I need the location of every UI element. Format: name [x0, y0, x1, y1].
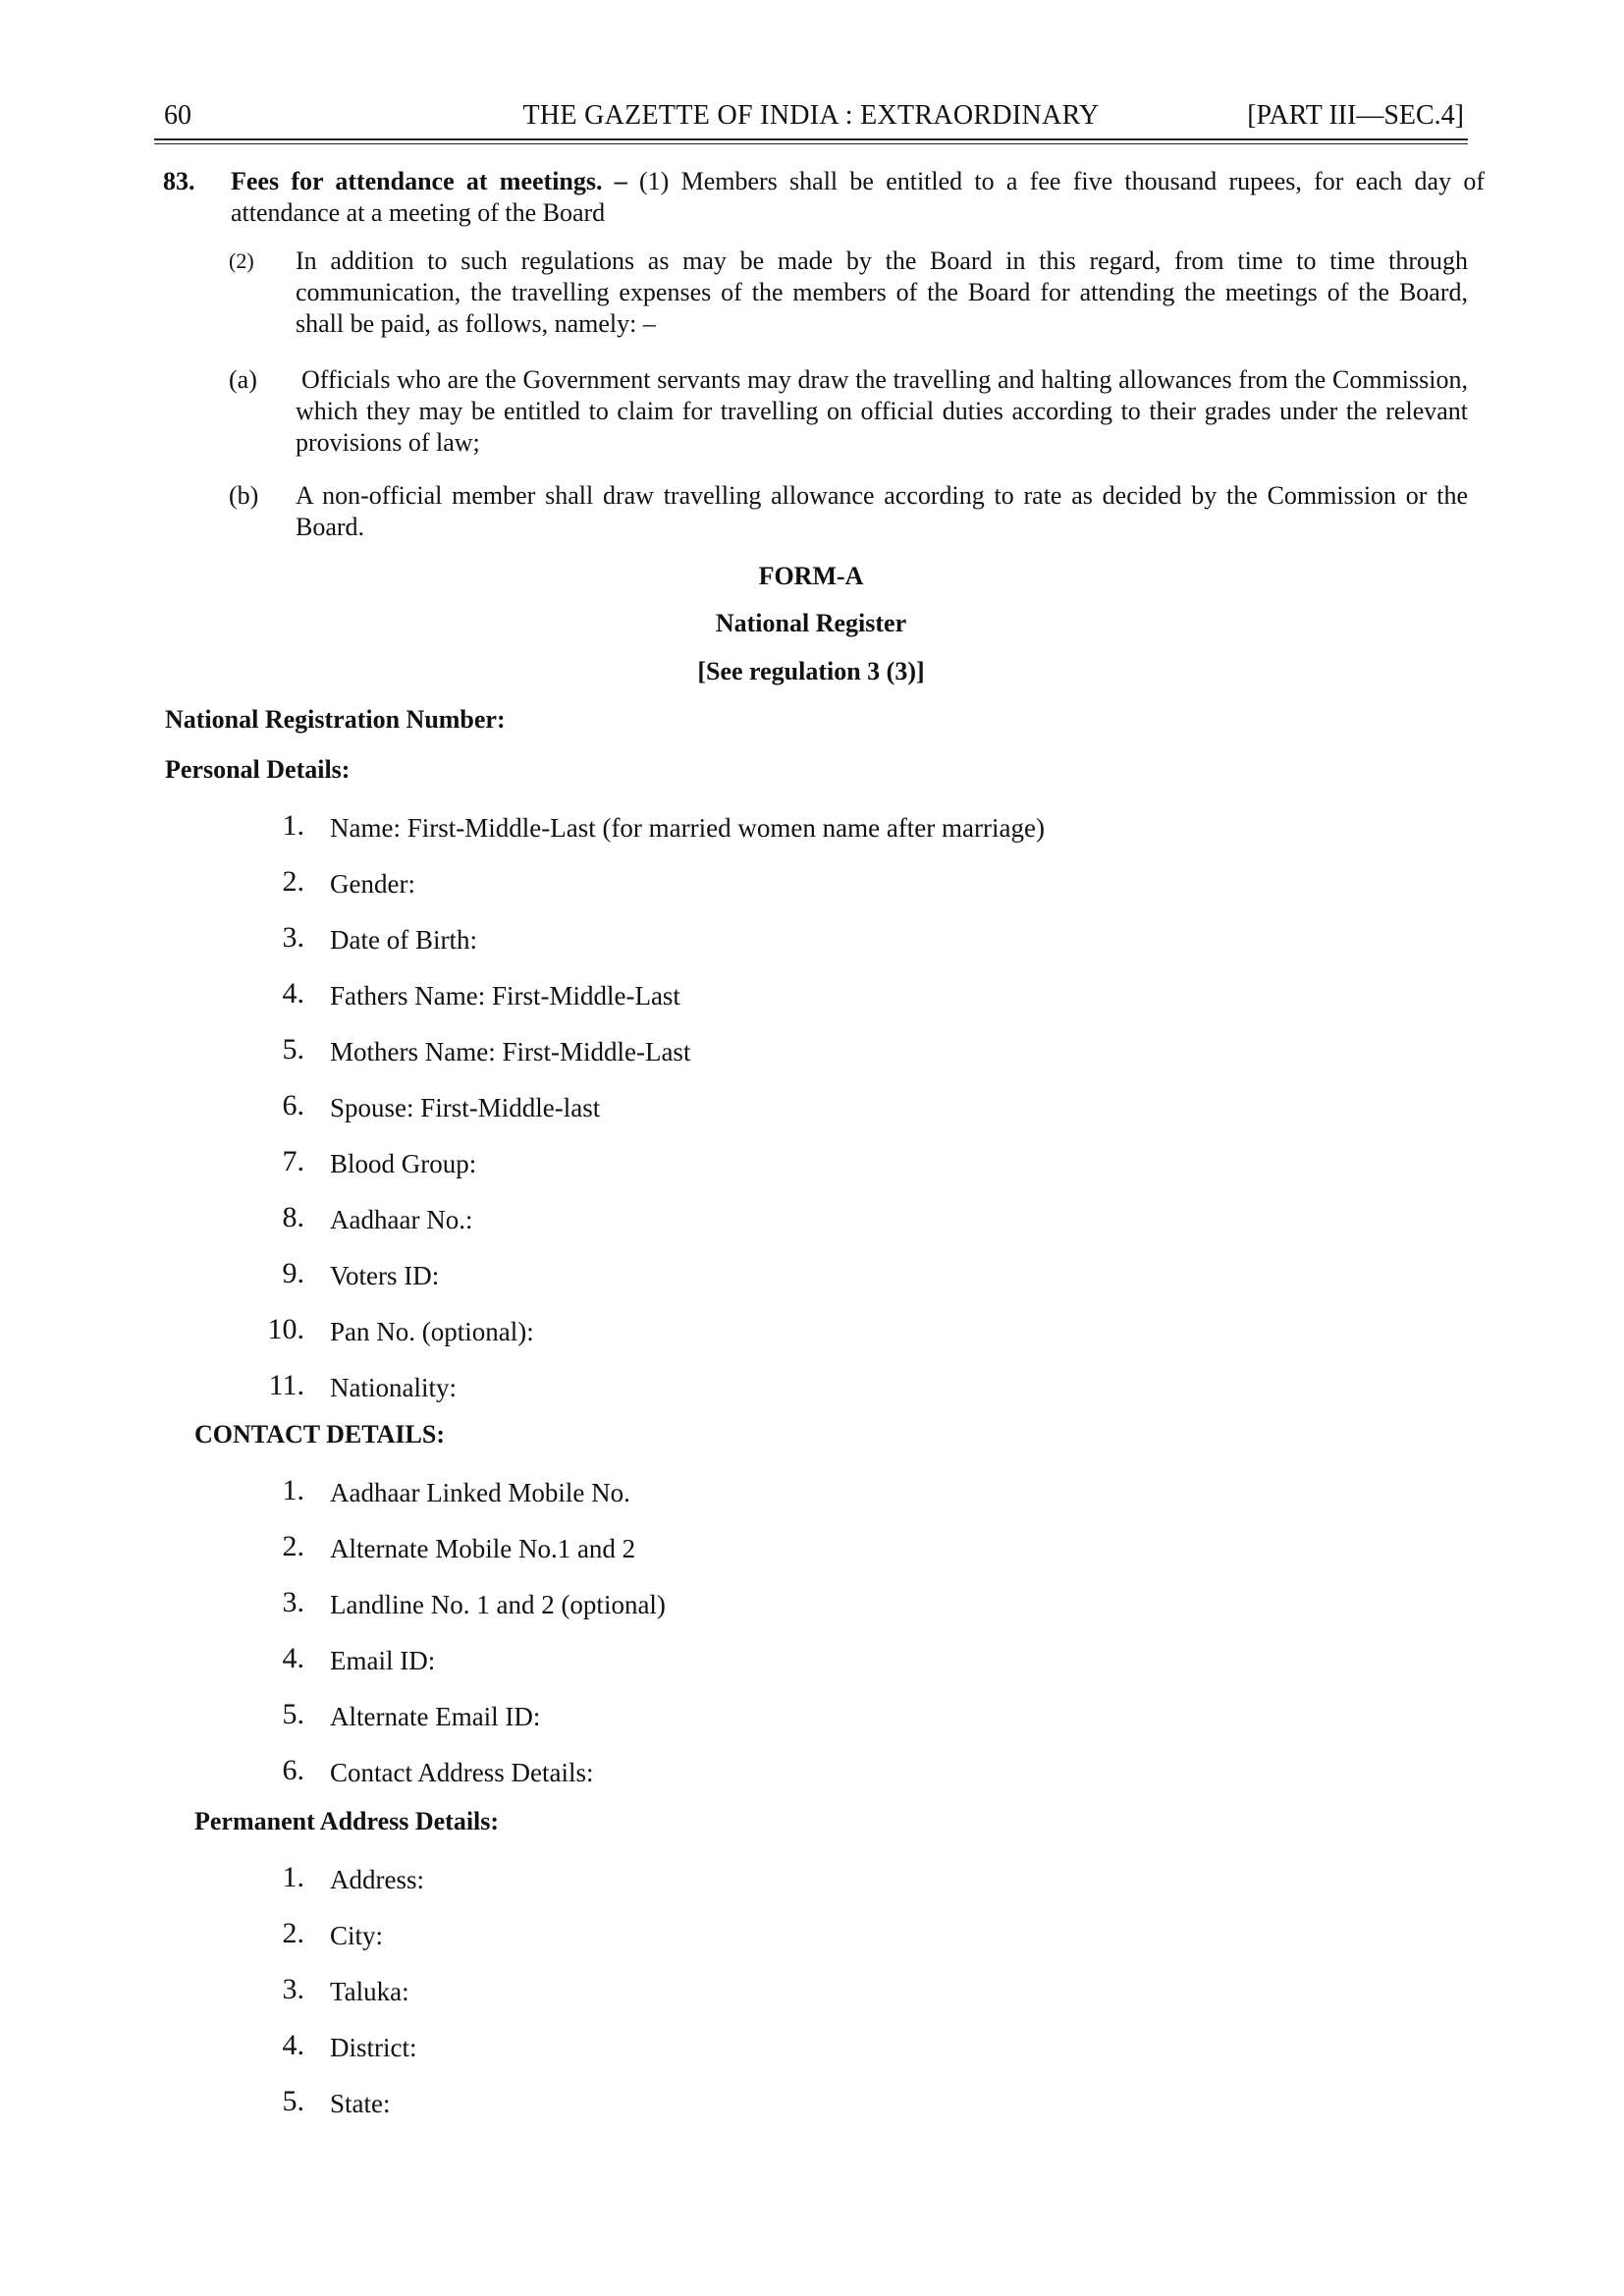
header-rule-thin: [154, 143, 1468, 144]
form-title: FORM-A: [758, 562, 864, 590]
page-header: [154, 98, 1468, 139]
contact-details-label: CONTACT DETAILS:: [194, 1420, 445, 1449]
section-number: 83.: [163, 167, 195, 195]
part-section: [PART III—SEC.4]: [1247, 100, 1464, 131]
sub-clause-text: In addition to such regulations as may be made by the Board in this regard, from time to time through communication, the travelling expenses of the members of the Board for attending the meetings of the Board, shall be paid, as follows, namely: –: [296, 246, 1468, 338]
sub-clause-mark: (b): [229, 481, 259, 510]
gazette-page: 60 THE GAZETTE OF INDIA : EXTRAORDINARY [PART III—SEC.4] 83. Fees for attendance at meetings. – (1) Members shall be entitled to a fee five thousand rupees, for each day of attendance at a meeting of the Board (2) In addition to such regulations as may be made by the Board in this regard, from time to time through communication, the travelling expenses of the members of the Board for attending the meetings of the Board, shall be paid, as follows, namely: – (a) Officials who are the Government servants may draw the travelling and halting allowances from the Commission, which they may be entitled to claim for travelling on official duties according to their grades under the relevant provisions of law; (b) A non-official member shall draw travelling allowance according to rate as decided by the Commission or the Board. FORM-A National Register [See regulation 3 (3)] National Registration Number: Personal Details: 1. Name: First-Middle-Last (for married women name after marriage) 2. Gender: 3. Date of Birth: 4. Fathers Name: First-Middle-Last 5. Mothers Name: First-Middle-Last 6. Spouse: First-Middle-last 7. Blood Group: 8. Aadhaar No.: 9. Voters ID: 10. Pan No. (optional): 11. Nationality: CONTACT DETAILS: 1. Aadhaar Linked Mobile No. 2. Alternate Mobile No.1 and 2 3. Landline No. 1 and 2 (optional) 4. Email ID: 5. Alternate Email ID: 6. Contact Address Details: Permanent Address Details: 1. Address: 2. City: 3. Taluka: 4. District: 5. State:: [0, 0, 1624, 2296]
sub-clause-text: A non-official member shall draw travelling allowance according to rate as decided by the Commission or the Board.: [296, 481, 1468, 541]
registration-number-label: National Registration Number:: [165, 705, 506, 734]
sub-clause-text: Officials who are the Government servants may draw the travelling and halting allowances from the Commission, which they may be entitled to claim for travelling on official duties according to their grades under the relevant provisions of law;: [296, 365, 1468, 457]
page-number: 60: [164, 100, 191, 131]
form-subtitle: National Register: [715, 609, 907, 637]
gazette-title: THE GAZETTE OF INDIA : EXTRAORDINARY: [522, 100, 1100, 131]
section-heading: Fees for attendance at meetings. –: [231, 167, 627, 195]
form-reference: [See regulation 3 (3)]: [697, 657, 925, 685]
permanent-address-label: Permanent Address Details:: [194, 1807, 500, 1835]
section-83: [163, 166, 1485, 229]
sub-clause-mark: (2): [229, 248, 254, 273]
header-rule-thick: [154, 138, 1468, 140]
personal-details-label: Personal Details:: [165, 755, 351, 784]
sub-clause-mark: (a): [229, 365, 257, 394]
section-text: (1) Members shall be entitled to a fee five thousand rupees, for each day of attendance at a meeting of the Board: [231, 167, 1486, 227]
